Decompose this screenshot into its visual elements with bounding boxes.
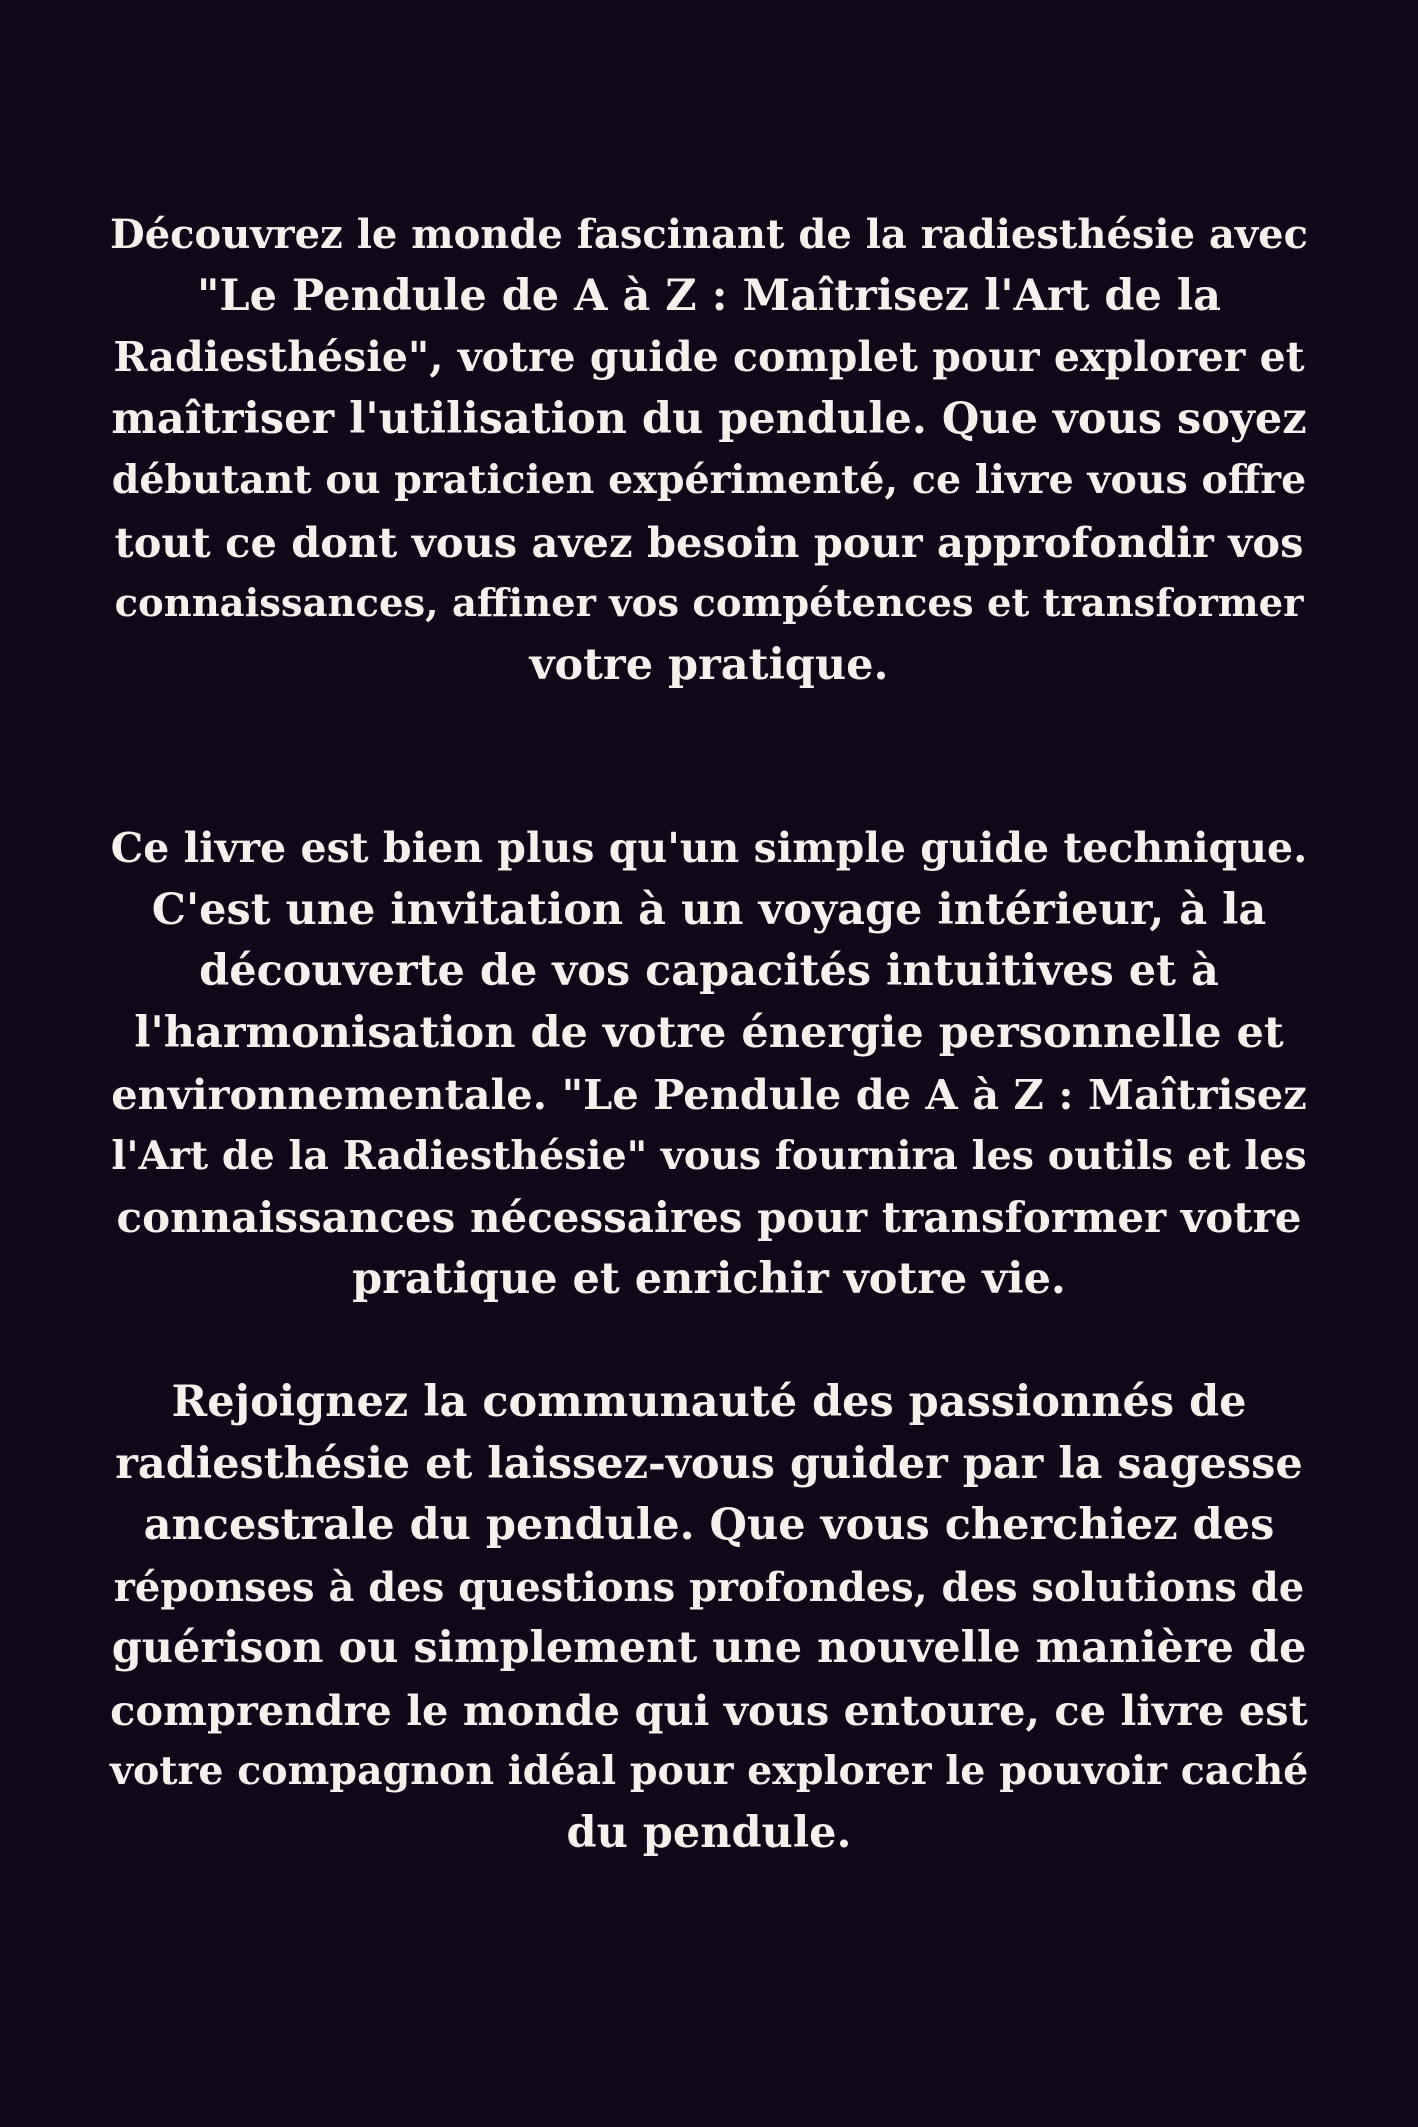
text-line: C'est une invitation à un voyage intérieur, à la bbox=[151, 884, 1267, 935]
text-line: ancestrale du pendule. Que vous cherchiez des bbox=[143, 1500, 1275, 1550]
text-line: connaissances, affiner vos compétences et transformer bbox=[114, 581, 1304, 626]
text-line: Rejoignez la communauté des passionnés de bbox=[171, 1377, 1247, 1427]
text-line: découverte de vos capacités intuitives et à bbox=[199, 946, 1219, 996]
text-line: maîtriser l'utilisation du pendule. Que vous soyez bbox=[111, 393, 1307, 444]
text-line: débutant ou praticien expérimenté, ce livre vous offre bbox=[111, 457, 1307, 503]
text-line: l'harmonisation de votre énergie personnelle et bbox=[134, 1007, 1284, 1058]
text-line: Découvrez le monde fascinant de la radiesthésie avec bbox=[110, 211, 1308, 258]
text-line: tout ce dont vous avez besoin pour approfondir vos bbox=[114, 517, 1304, 567]
text-line: radiesthésie et laissez-vous guider par la sagesse bbox=[115, 1438, 1303, 1489]
text-line: Ce livre est bien plus qu'un simple guide technique. bbox=[110, 824, 1308, 872]
text-line: l'Art de la Radiesthésie" vous fournira les outils et les bbox=[111, 1132, 1307, 1179]
paragraph-introduction bbox=[110, 204, 1308, 696]
text-line: Radiesthésie", votre guide complet pour explorer et bbox=[113, 333, 1305, 381]
text-line: environnementale. "Le Pendule de A à Z : Maîtrisez bbox=[111, 1070, 1307, 1119]
text-line: réponses à des questions profondes, des solutions de bbox=[113, 1563, 1305, 1611]
text-line: pratique et enrichir votre vie. bbox=[352, 1253, 1066, 1304]
text-line: votre pratique. bbox=[529, 639, 889, 690]
text-line: connaissances nécessaires pour transformer votre bbox=[116, 1193, 1302, 1242]
text-line: votre compagnon idéal pour explorer le pouvoir caché bbox=[110, 1748, 1309, 1794]
text-line: comprendre le monde qui vous entoure, ce livre est bbox=[110, 1685, 1308, 1735]
text-line: "Le Pendule de A à Z : Maîtrisez l'Art de la bbox=[196, 270, 1222, 321]
text-line: du pendule. bbox=[566, 1807, 852, 1858]
paragraph-invitation bbox=[110, 1372, 1308, 1864]
text-line: guérison ou simplement une nouvelle manière de bbox=[111, 1623, 1307, 1673]
paragraph-description bbox=[110, 818, 1308, 1310]
